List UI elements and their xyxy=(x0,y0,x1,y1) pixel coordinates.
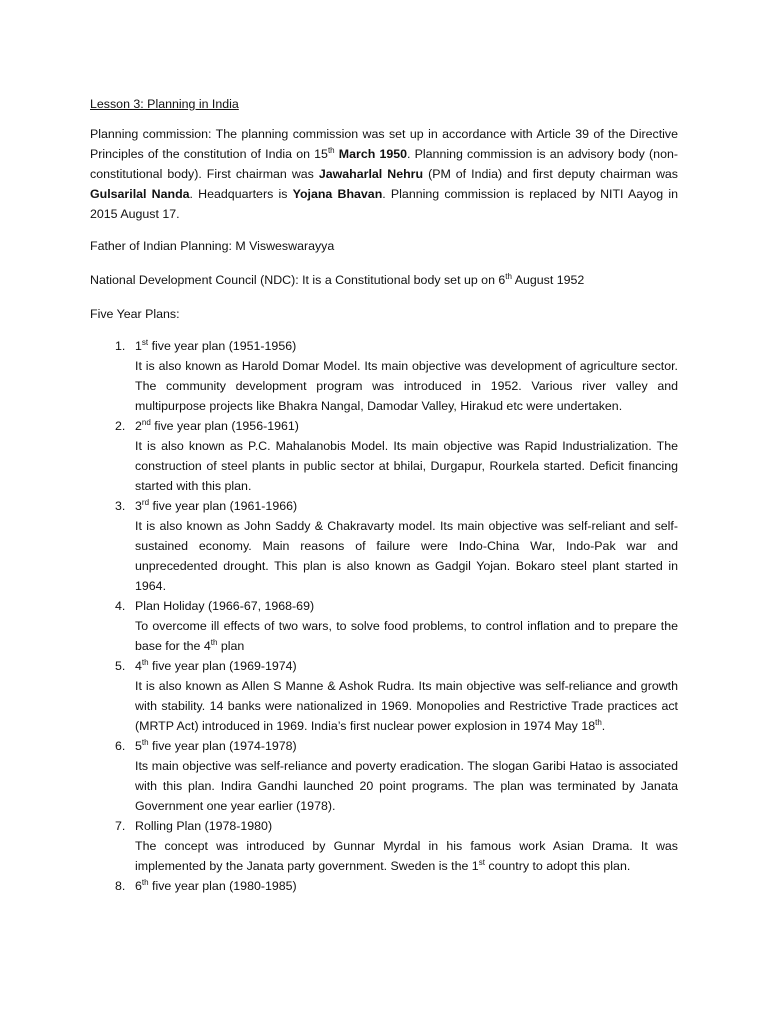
plan-heading xyxy=(135,416,299,436)
plan-heading xyxy=(135,736,297,756)
text-run: 5 xyxy=(135,739,142,753)
list-number: 2. xyxy=(115,419,126,433)
text-run: plan xyxy=(217,639,245,653)
lesson-title: Lesson 3: Planning in India xyxy=(90,97,239,111)
superscript: th xyxy=(210,638,218,647)
text-run: . Planning commission is an advisory body (non-constitutional body). First chairman was xyxy=(90,147,678,181)
text-run: 1 xyxy=(135,339,142,353)
plan-description xyxy=(135,616,678,656)
plan-heading xyxy=(135,876,297,896)
superscript: th xyxy=(141,738,149,747)
superscript: th xyxy=(595,718,602,727)
plan-description: It is also known as P.C. Mahalanobis Model. Its main objective was Rapid Industrialization. The construction of steel plants in public sector at bhilai, Durgapur, Rourkela started. Deficit financing started with this plan. xyxy=(135,439,678,493)
plan-description: Its main objective was self-reliance and poverty eradication. The slogan Garibi Hatao is associated with this plan. Indira Gandhi launched 20 point programs. The plan was terminated by Janata Government one year earlier (1978). xyxy=(135,759,678,813)
list-number: 1. xyxy=(115,339,126,353)
text-run: National Development Council (NDC): It is a Constitutional body set up on 6 xyxy=(90,273,506,287)
text-run: five year plan (1974-1978) xyxy=(148,739,297,753)
list-number: 3. xyxy=(115,499,126,513)
text-run: five year plan (1956-1961) xyxy=(150,419,299,433)
text-run: five year plan (1980-1985) xyxy=(148,879,297,893)
bold-text: Jawaharlal Nehru xyxy=(318,167,424,181)
plan-heading xyxy=(135,656,297,676)
text-run: 4 xyxy=(135,659,142,673)
text-run: five year plan (1961-1966) xyxy=(149,499,298,513)
text-run: 2 xyxy=(135,419,142,433)
plan-heading: Plan Holiday (1966-67, 1968-69) xyxy=(135,599,315,613)
bold-text: March 1950 xyxy=(338,147,408,161)
plan-heading: Rolling Plan (1978-1980) xyxy=(135,819,273,833)
superscript: st xyxy=(478,858,485,867)
bold-text: Yojana Bhavan xyxy=(292,187,383,201)
text-run: To overcome ill effects of two wars, to solve food problems, to control inflation and to prepare the base for the 4 xyxy=(135,619,678,653)
list-number: 5. xyxy=(115,659,126,673)
text-run: five year plan (1951-1956) xyxy=(148,339,297,353)
text-run: . Headquarters is xyxy=(189,187,293,201)
text-run: Planning commission: The planning commission was set up in accordance with Article 39 of the Directive Principles of the constitution of India on 15 xyxy=(90,127,678,161)
text-run: five year plan (1969-1974) xyxy=(148,659,297,673)
superscript: st xyxy=(141,338,149,347)
text-run: The concept was introduced by Gunnar Myrdal in his famous work Asian Drama. It was implemented by the Janata party government. Sweden is the 1 xyxy=(135,839,678,873)
text-run: 6 xyxy=(135,879,142,893)
text-run: . xyxy=(601,719,606,733)
text-run: It is also known as Allen S Manne & Ashok Rudra. Its main objective was self-reliance and growth with stability. 14 banks were nationalized in 1969. Monopolies and Restrictive Trade practices act (MRTP Act) introduced in 1969. India’s first nuclear power explosion in 1974 May 18 xyxy=(135,679,678,733)
superscript: th xyxy=(141,878,149,887)
list-number: 8. xyxy=(115,879,126,893)
superscript: th xyxy=(327,146,335,155)
superscript: th xyxy=(141,658,149,667)
superscript: th xyxy=(505,272,512,281)
list-number: 4. xyxy=(115,599,126,613)
plan-description xyxy=(135,676,678,736)
father-of-planning: Father of Indian Planning: M Visweswarayya xyxy=(90,239,335,253)
plan-description xyxy=(135,836,678,876)
superscript: nd xyxy=(141,418,151,427)
five-year-plans-heading: Five Year Plans: xyxy=(90,307,180,321)
text-run: country to adopt this plan. xyxy=(484,859,631,873)
plan-description: It is also known as John Saddy & Chakravarty model. Its main objective was self-reliant and self-sustained economy. Main reasons of failure were Indo-China War, Indo-Pak war and unprecedented drought. This plan is also known as Gadgil Yojan. Bokaro steel plant started in 1964. xyxy=(135,519,678,593)
text-run: (PM of India) and first deputy chairman was xyxy=(423,167,678,181)
plan-description: It is also known as Harold Domar Model. Its main objective was development of agriculture sector. The community development program was introduced in 1952. Various river valley and multipurpose projects like Bhakra Nangal, Damodar Valley, Hirakud etc were undertaken. xyxy=(135,359,678,413)
list-number: 6. xyxy=(115,739,126,753)
superscript: rd xyxy=(141,498,150,507)
bold-text: Gulsarilal Nanda xyxy=(90,187,190,201)
text-run: . Planning commission is replaced by NITI Aayog in 2015 August 17. xyxy=(90,187,678,221)
plan-heading xyxy=(135,496,297,516)
list-number: 7. xyxy=(115,819,126,833)
text-run: August 1952 xyxy=(511,273,585,287)
plan-heading xyxy=(135,336,296,356)
text-run: 3 xyxy=(135,499,142,513)
